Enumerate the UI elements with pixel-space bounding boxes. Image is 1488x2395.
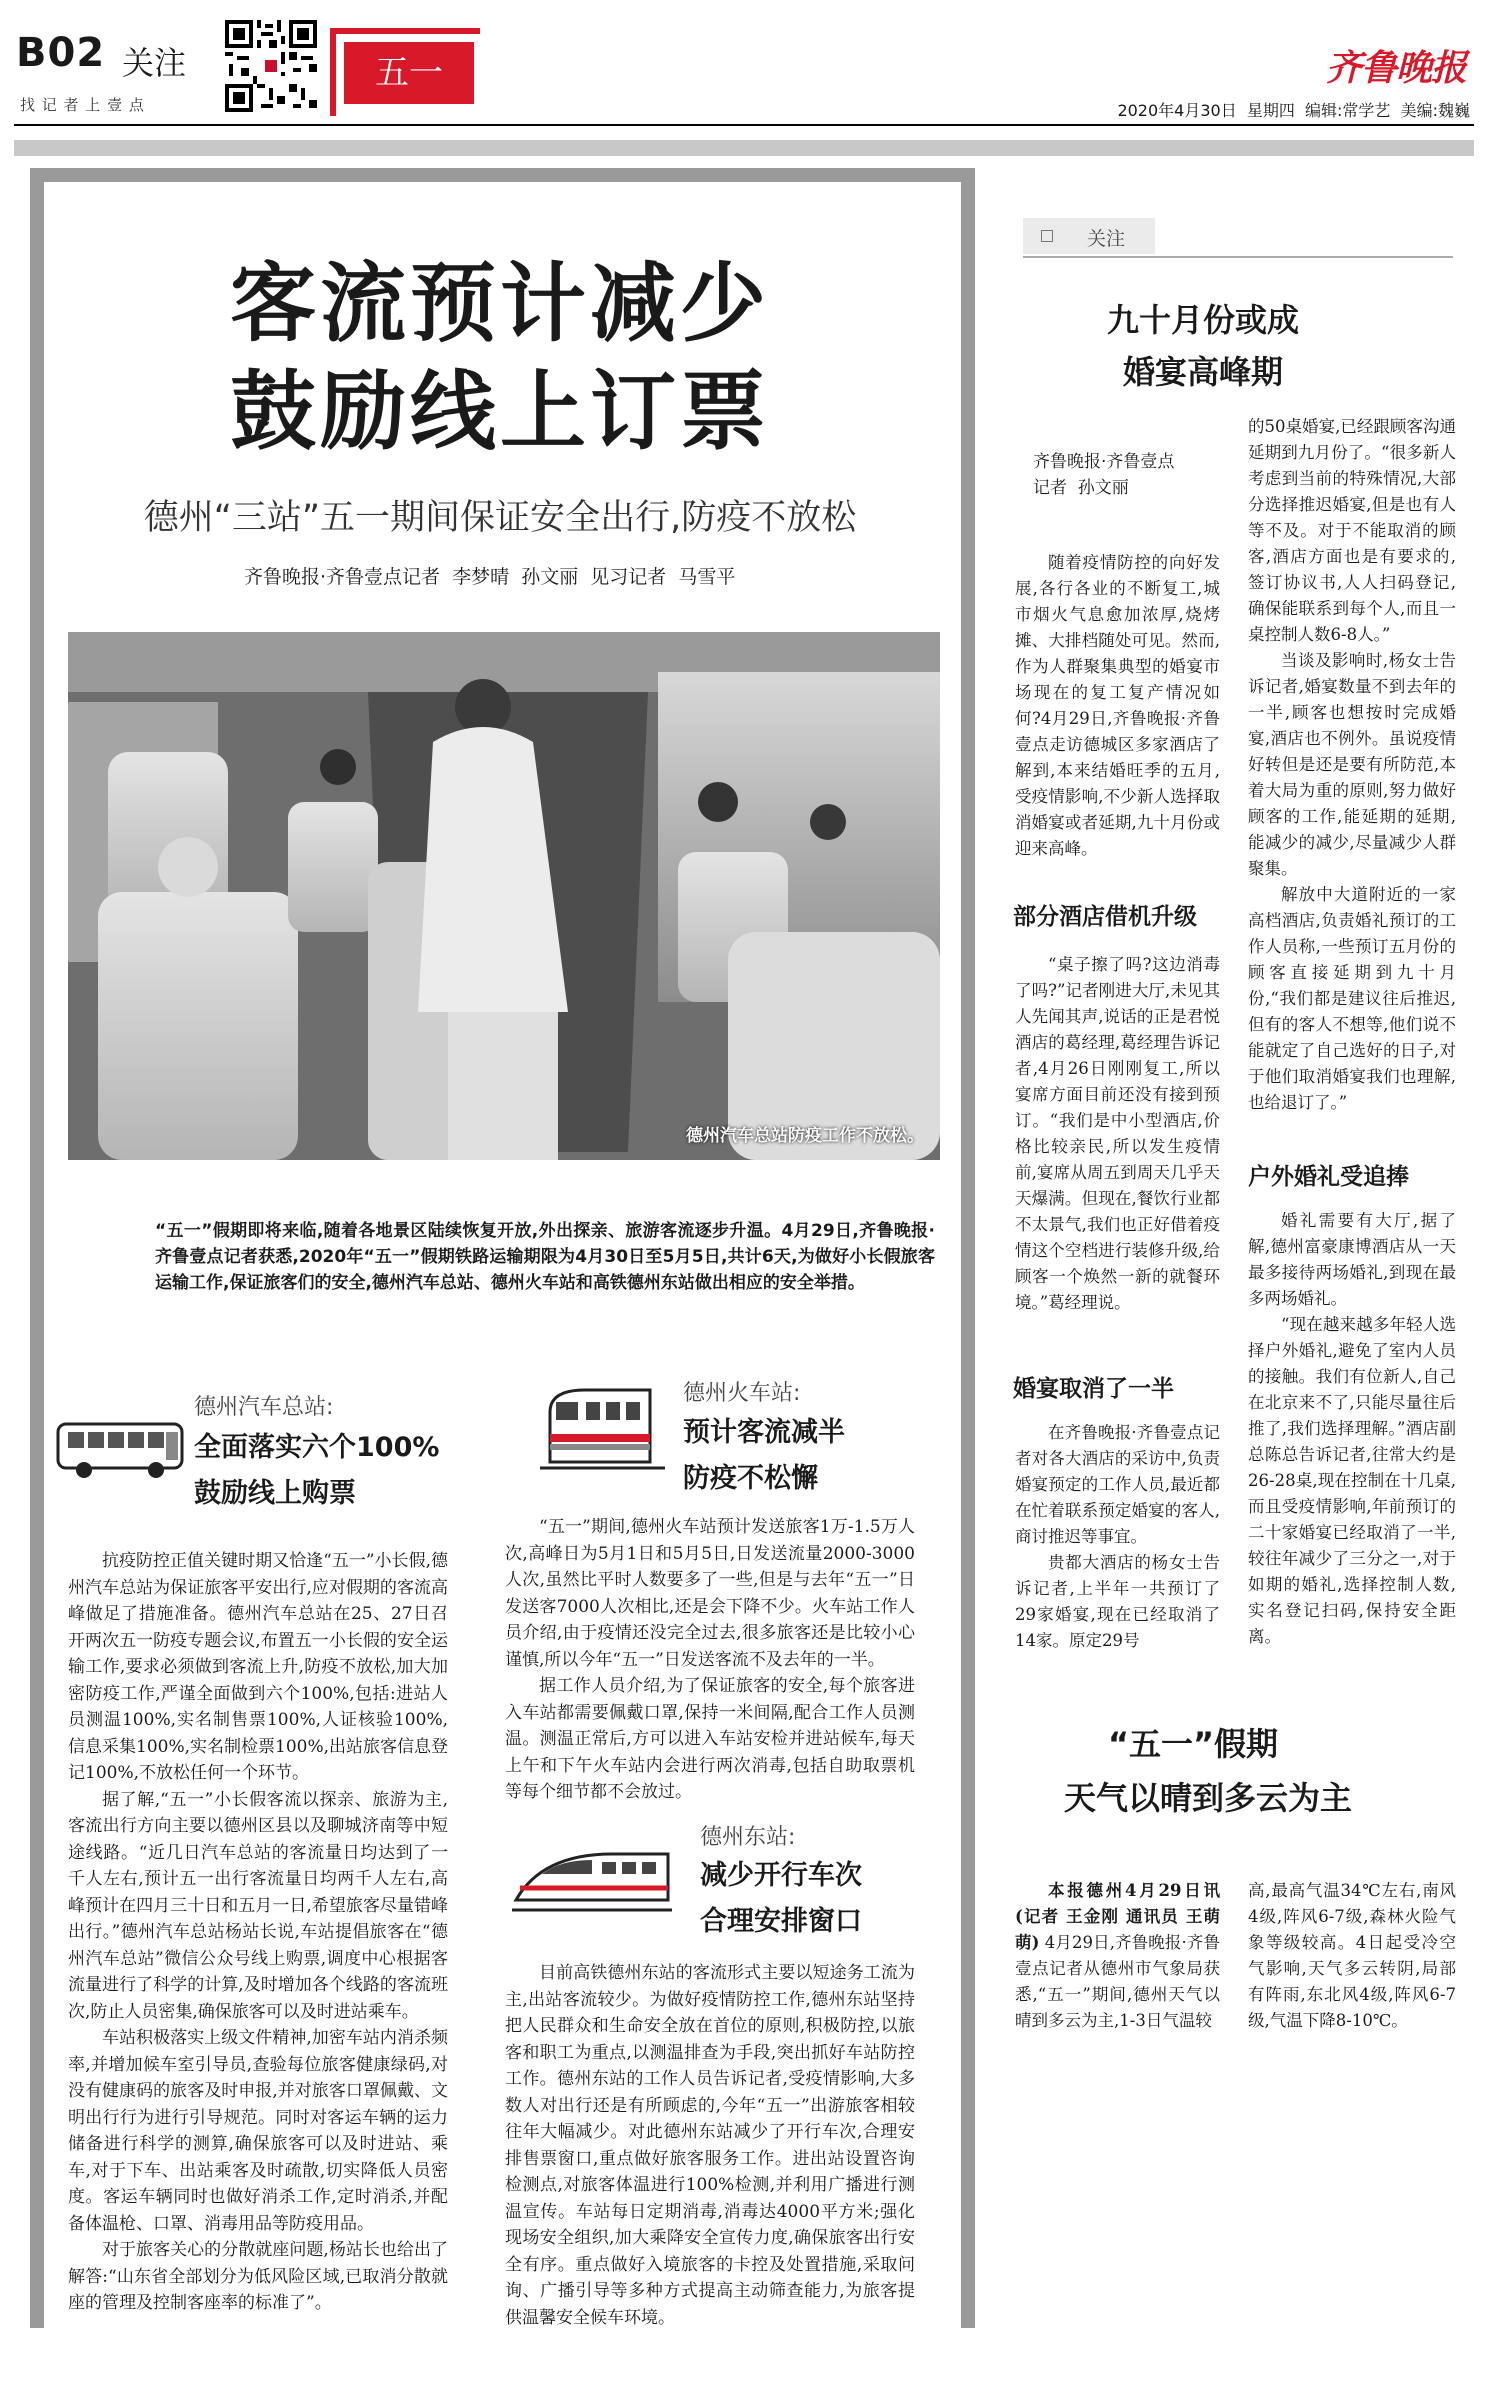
train-icon	[540, 1382, 665, 1472]
wedding-sec2-head: 婚宴取消了一半	[1013, 1376, 1174, 1402]
bus-icon	[56, 1418, 186, 1480]
wedding-sec1-head: 部分酒店借机升级	[1013, 904, 1197, 930]
weather-lead-text: 4月29日,齐鲁晚报·齐鲁壹点记者从德州市气象局获悉,“五一”期间,德州天气以晴到多云为主,1-3日气温较	[1015, 1933, 1220, 2030]
train-article	[505, 1514, 915, 1806]
bus-article	[68, 1548, 448, 2317]
bus-paragraph: 抗疫防控正值关键时期又恰逢“五一”小长假,德州汽车总站为保证旅客平安出行,应对假期的客流高峰做足了措施准备。德州汽车总站在25、27日召开两次五一防疫专题会议,布置五一小长假的安全运输工作,要求必须做到客流上升,防疫不放松,加大加密防疫工作,严谨全面做到六个100%,包括:进站人员测温100%,实名制售票100%,人证核验100%,信息采集100%,实名制检票100%,出站旅客信息登记100%,不放松任何一个环节。	[68, 1551, 449, 1783]
weather-col1	[1015, 1878, 1220, 2034]
wedding-col2-text: 当谈及影响时,杨女士告诉记者,婚宴数量不到去年的一半,顾客也想按时完成婚宴,酒店也不例外。虽说疫情好转但是还是要有所防范,本着大局为重的原则,努力做好顾客的工作,能延期的延期,能减少的减少,尽量减少人群聚集。	[1248, 651, 1456, 878]
wedding-byline-line2: 记者 孙文丽	[1033, 478, 1129, 498]
bus-interior-photo	[68, 632, 940, 1160]
wedding-sec2-text: 贵都大酒店的杨女士告诉记者,上半年一共预订了29家婚宴,现在已经取消了14家。原定29号	[1015, 1553, 1220, 1650]
wedding-sec2-text: 在齐鲁晚报·齐鲁壹点记者对各大酒店的采访中,负责婚宴预定的工作人员,最近都在忙着联系预定婚宴的客人,商讨推迟等事宜。	[1015, 1423, 1220, 1546]
weather-lead	[1015, 1878, 1220, 2034]
wedding-col2-text: 的50桌婚宴,已经跟顾客沟通延期到九月份了。“很多新人考虑到当前的特殊情况,大部分选择推迟婚宴,但是也有人等不及。对于不能取消的顾客,酒店方面也是有要求的,签订协议书,人人扫码登记,确保能联系到每个人,而且一桌控制人数6-8人。”	[1248, 417, 1456, 644]
bus-title-line2: 鼓励线上购票	[194, 1478, 356, 1509]
main-headline-line2: 鼓励线上订票	[230, 362, 770, 462]
high-speed-train-icon	[512, 1840, 672, 1920]
wedding-sec1-text: “桌子擦了吗?这边消毒了吗?”记者刚进大厅,未见其人先闻其声,说话的正是君悦酒店的葛经理,葛经理告诉记者,4月26日刚刚复工,所以宴席方面目前还没有接到预订。“我们是中小型酒店,价格比较亲民,所以发生疫情前,宴席从周五到周天几乎天天爆满。但现在,餐饮行业都不太景气,我们也正好借着疫情这个空档进行装修升级,给顾客一个焕然一新的就餐环境。”葛经理说。	[1015, 955, 1220, 1312]
photo-caption: 德州汽车总站防疫工作不放松。	[686, 1126, 924, 1146]
wedding-col1	[1015, 550, 1220, 862]
bus-paragraph: 车站积极落实上级文件精神,加密车站内消杀频率,并增加候车室引导员,查验每位旅客健康绿码,对没有健康码的旅客及时申报,并对旅客口罩佩戴、文明出行行为进行引导规范。同时对客运车辆的运力储备进行科学的测算,确保旅客可以及时进站、乘车,对于下车、出站乘客及时疏散,切实降低人员密度。客运车辆同时也做好消杀工作,定时消杀,并配备体温枪、口罩、消毒用品等防疫用品。	[68, 2028, 448, 2234]
side-tag-label: 关注	[1087, 228, 1126, 250]
train-paragraph: “五一”期间,德州火车站预计发送旅客1万-1.5万人次,高峰日为5月1日和5月5日,日发送流量2000-3000人次,虽然比平时人数要多了一些,但是与去年“五一”日发送客7000人次相比,还是会下降不少。火车站工作人员介绍,由于疫情还没完全过去,很多旅客还是比较小心谨慎,所以今年“五一”日发送客流不及去年的一半。	[505, 1517, 915, 1670]
wedding-col1c	[1015, 1420, 1220, 1654]
train-title-line1: 预计客流减半	[683, 1417, 845, 1448]
weather-col2-text: 高,最高气温34℃左右,南风4级,阵风6-7级,森林火险气象等级较高。4日起受冷空气影响,天气多云转阴,局部有阵雨,东北风4级,阵风6-7级,气温下降8-10℃。	[1248, 1881, 1456, 2030]
main-subhead: 德州“三站”五一期间保证安全出行,防疫不放松	[143, 498, 857, 538]
hsr-station-label: 德州东站:	[700, 1825, 796, 1850]
bus-paragraph: 据了解,“五一”小长假客流以探亲、旅游为主,客流出行方向主要以德州区县以及聊城济南等中短途线路。“近几日汽车总站的客流量日均达到了一千人左右,预计五一出行客流量日均两千人左右,高峰预计在四月三十日和五月一日,希望旅客尽量错峰出行。”德州汽车总站杨站长说,车站提倡旅客在“德州汽车总站”微信公众号线上购票,调度中心根据客流量进行了科学的计算,及时增加各个线路的客流班次,防止人员密集,确保旅客可以及时进站乘车。	[68, 1789, 448, 2022]
hsr-title-line1: 减少开行车次	[700, 1860, 862, 1891]
wedding-title-line1: 九十月份或成	[1106, 301, 1299, 339]
wedding-col2-text: 解放中大道附近的一家高档酒店,负责婚礼预订的工作人员称,一些预订五月份的顾客直接延期到九十月份,“我们都是建议往后推迟,但有的客人不想等,他们说不能就定了自己选好的日子,对于他们取消婚宴我们也理解,也给退订了。”	[1248, 885, 1456, 1112]
wedding-byline-line1: 齐鲁晚报·齐鲁壹点	[1033, 452, 1175, 472]
wedding-col2	[1248, 414, 1456, 1116]
main-lead: “五一”假期即将来临,随着各地景区陆续恢复开放,外出探亲、旅游客流逐步升温。4月29日,齐鲁晚报·齐鲁壹点记者获悉,2020年“五一”假期铁路运输期限为4月30日至5月5日,共计6天,为做好小长假旅客运输工作,保证旅客们的安全,德州汽车总站、德州火车站和高铁德州东站做出相应的安全举措。	[155, 1221, 935, 1293]
wedding-intro: 随着疫情防控的向好发展,各行各业的不断复工,城市烟火气息愈加浓厚,烧烤摊、大排档随处可见。然而,作为人群聚集典型的婚宴市场现在的复工复产情况如何?4月29日,齐鲁晚报·齐鲁壹点走访德城区多家酒店了解到,本来结婚旺季的五月,受疫情影响,不少新人选择取消婚宴或者延期,九十月份或迎来高峰。	[1015, 553, 1220, 858]
wedding-title-line2: 婚宴高峰期	[1122, 353, 1283, 391]
main-headline-line1: 客流预计减少	[230, 254, 770, 354]
section-name: 关注	[122, 44, 187, 82]
train-paragraph: 据工作人员介绍,为了保证旅客的安全,每个旅客进入车站都需要佩戴口罩,保持一米间隔,配合工作人员测温。测温正常后,方可以进入车站安检并进站候车,每天上午和下午火车站内会进行两次消毒,包括自助取票机等每个细节都不会放过。	[505, 1676, 915, 1802]
weather-title-line2: 天气以晴到多云为主	[1063, 1779, 1352, 1817]
weather-col2	[1248, 1878, 1456, 2034]
page-number: B02	[16, 30, 106, 76]
wedding-sec3-text: “现在越来越多年轻人选择户外婚礼,避免了室内人员的接触。我们有位新人,自己在北京来不了,只能尽量往后推了,我们选择理解。”酒店副总陈总告诉记者,往常大约是26-28桌,现在控制在十几桌,而且受疫情影响,年前预订的二十家婚宴已经取消了一半,较往年减少了三分之一,对于如期的婚礼,选择控制人数,实名登记扫码,保持安全距离。	[1248, 1315, 1456, 1646]
qr-code[interactable]	[225, 20, 317, 112]
hsr-title-line2: 合理安排窗口	[700, 1906, 862, 1937]
side-tag-mark	[1041, 230, 1053, 242]
section-tag: 五一	[344, 42, 474, 104]
header-rule	[14, 124, 1474, 126]
bus-paragraph: 对于旅客关心的分散就座问题,杨站长也给出了解答:“山东省全部划分为低风险区域,已取消分散就座的管理及控制客座率的标准了”。	[68, 2240, 448, 2313]
date-line: 2020年4月30日 星期四 编辑:常学艺 美编:魏巍	[1117, 101, 1470, 120]
wedding-col2b	[1248, 1208, 1456, 1650]
wedding-sec3-text: 婚礼需要有大厅,据了解,德州富豪康博酒店从一天最多接待两场婚礼,到现在最多两场婚礼。	[1248, 1211, 1456, 1308]
train-title-line2: 防疫不松懈	[683, 1463, 818, 1494]
side-tag-underline	[1023, 256, 1453, 258]
side-tag-box	[1023, 218, 1155, 254]
section-slogan: 找 记 者 上 壹 点	[20, 96, 145, 114]
wedding-col1b	[1015, 952, 1220, 1316]
section-tag-frame	[330, 28, 480, 116]
bus-station-label: 德州汽车总站:	[194, 1395, 334, 1420]
main-byline: 齐鲁晚报·齐鲁壹点记者 李梦晴 孙文丽 见习记者 马雪平	[244, 566, 736, 588]
wedding-sec3-head: 户外婚礼受追捧	[1248, 1164, 1409, 1190]
brand-logo: 齐鲁晚报	[1326, 47, 1467, 89]
hsr-paragraph: 目前高铁德州东站的客流形式主要以短途务工流为主,出站客流较少。为做好疫情防控工作,德州东站坚持把人民群众和生命安全放在首位的原则,积极防控,以旅客和职工为重点,以测温排查为手段,突出抓好车站防控工作。德州东站的工作人员告诉记者,受疫情影响,大多数人对出行还是有所顾虑的,今年“五一”出游旅客相较往年大幅减少。对此德州东站减少了开行车次,合理安排售票窗口,重点做好旅客服务工作。进出站设置咨询检测点,对旅客体温进行100%检测,并利用广播进行测温宣传。车站每日定期消毒,消毒达4000平方米;强化现场安全组织,加大乘降安全宣传力度,确保旅客出行安全有序。重点做好入境旅客的卡控及处置措施,采取问询、广播引导等多种方式提高主动筛查能力,为旅客提供温馨安全候车环境。	[505, 1963, 915, 2328]
header-band	[14, 140, 1474, 156]
weather-title-line1: “五一”假期	[1107, 1725, 1279, 1763]
bus-title-line1: 全面落实六个100%	[194, 1432, 440, 1463]
hsr-article	[505, 1960, 915, 2331]
train-station-label: 德州火车站:	[683, 1381, 801, 1406]
weather-dateline: 本报德州4月29日讯(记者 王金刚 通讯员 王萌萌)	[1015, 1881, 1220, 1952]
